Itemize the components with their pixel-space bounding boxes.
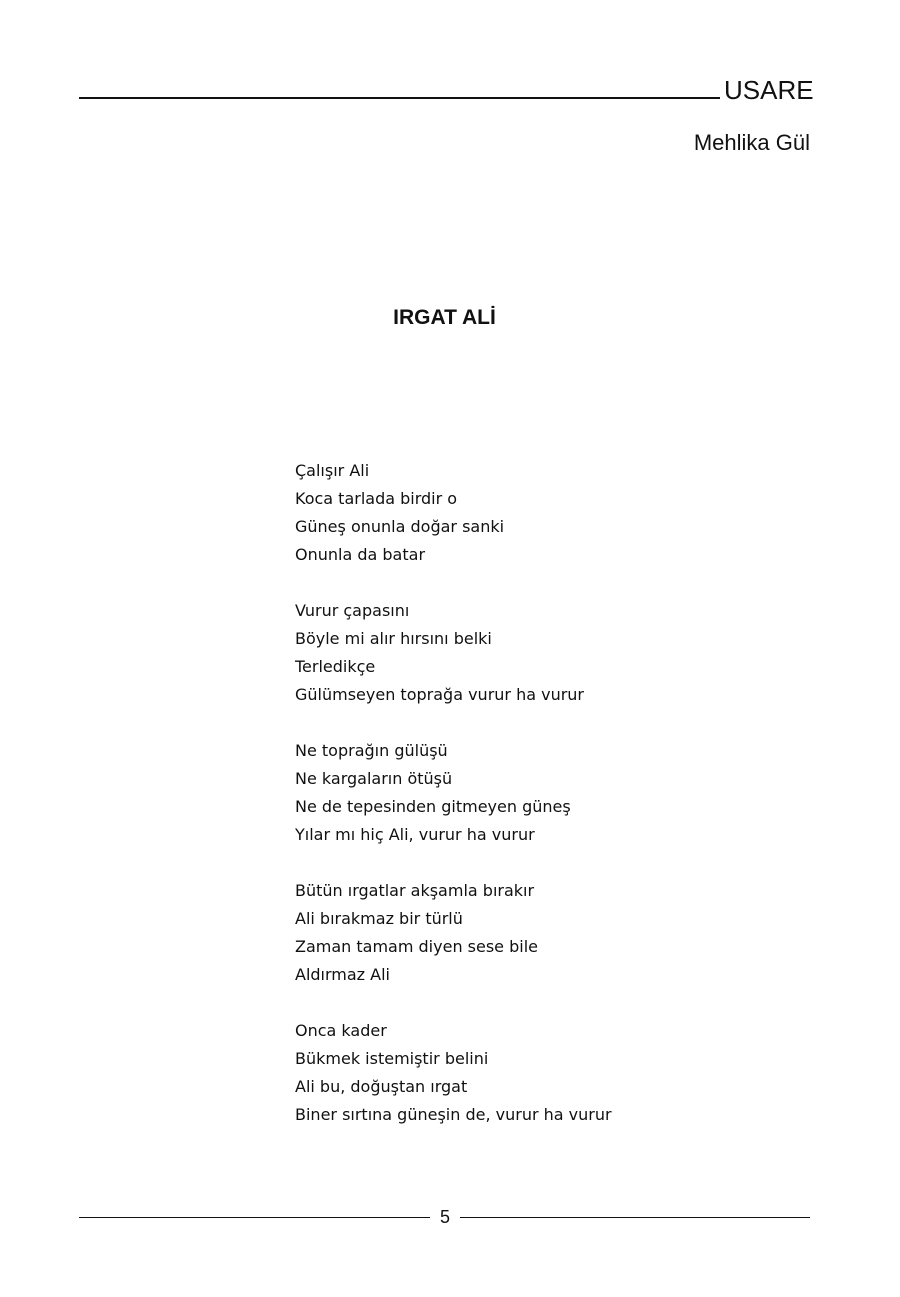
poem-line: Gülümseyen toprağa vurur ha vurur xyxy=(295,685,585,704)
page-number: 5 xyxy=(439,1207,450,1227)
poem-title: IRGAT ALİ xyxy=(393,306,496,329)
poem-line: Terledikçe xyxy=(295,657,376,676)
stanza xyxy=(295,877,612,989)
footer-rule-left xyxy=(79,1217,430,1218)
poem-line: Onunla da batar xyxy=(295,545,426,564)
poem-line: Ne kargaların ötüşü xyxy=(295,769,453,788)
poem-line: Onca kader xyxy=(295,1021,387,1040)
poem-line: Aldırmaz Ali xyxy=(295,965,390,984)
stanza xyxy=(295,737,612,849)
stanza xyxy=(295,597,612,709)
poem-line: Koca tarlada birdir o xyxy=(295,489,458,508)
poem-line: Zaman tamam diyen sese bile xyxy=(295,937,538,956)
poem-line: Yılar mı hiç Ali, vurur ha vurur xyxy=(295,825,535,844)
poem-body xyxy=(295,457,612,1129)
footer-rule-right xyxy=(460,1217,810,1218)
poem-line: Ali bırakmaz bir türlü xyxy=(295,909,463,928)
poem-line: Bükmek istemiştir belini xyxy=(295,1049,489,1068)
poem-line: Ne toprağın gülüşü xyxy=(295,741,448,760)
poem-line: Ali bu, doğuştan ırgat xyxy=(295,1077,468,1096)
poem-line: Böyle mi alır hırsını belki xyxy=(295,629,492,648)
author-name: Mehlika Gül xyxy=(693,130,810,155)
magazine-name: USARE xyxy=(724,75,814,105)
poem-line: Vurur çapasını xyxy=(295,601,410,620)
poem-line: Çalışır Ali xyxy=(295,461,370,480)
poem-line: Ne de tepesinden gitmeyen güneş xyxy=(295,797,571,816)
stanza xyxy=(295,457,612,569)
header-rule xyxy=(79,97,720,99)
stanza xyxy=(295,1017,612,1129)
poem-line: Güneş onunla doğar sanki xyxy=(295,517,505,536)
poem-line: Bütün ırgatlar akşamla bırakır xyxy=(295,881,535,900)
poem-line: Biner sırtına güneşin de, vurur ha vurur xyxy=(295,1105,612,1124)
